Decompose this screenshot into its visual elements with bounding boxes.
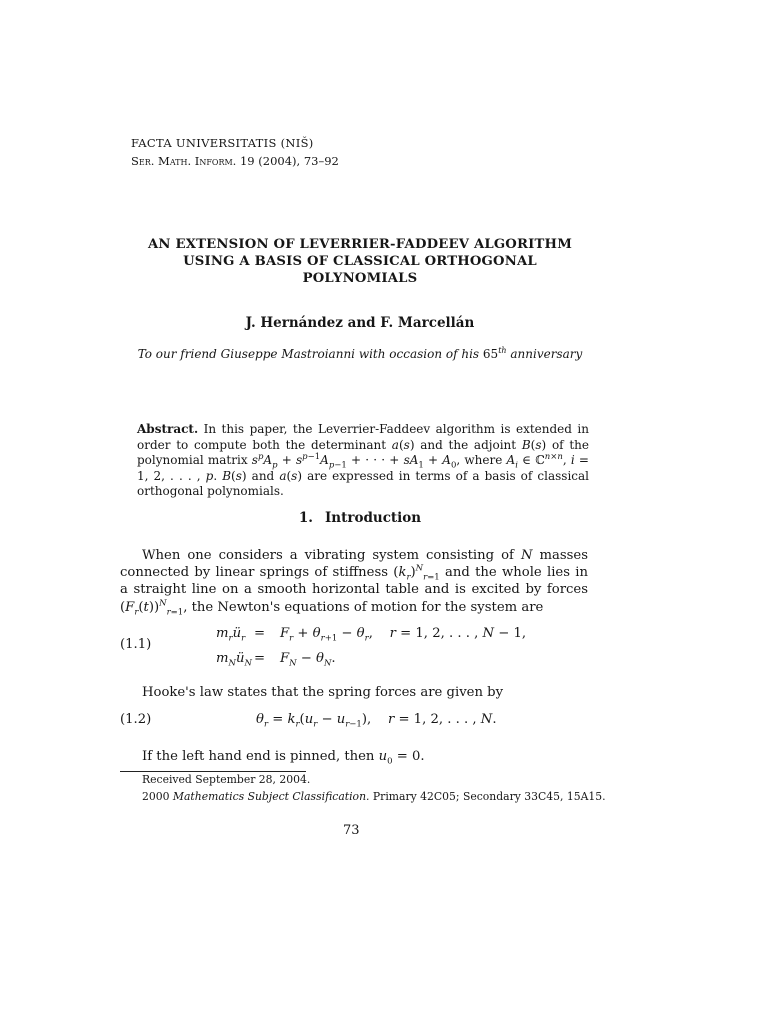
equation-1-1-line-1-eq: = — [254, 626, 266, 641]
p1-text-c: and the whole lies in a straight line on a smooth horizontal table and is excited by forces — [120, 565, 589, 598]
section-heading — [110, 510, 610, 526]
abstract-text-2: and the adjoint — [420, 437, 517, 452]
p1-text-d: , the Newton's equations of motion for the system are — [183, 599, 544, 615]
equation-label-1-1: (1.1) — [120, 637, 152, 652]
title-line-1: AN EXTENSION OF LEVERRIER-FADDEEV ALGORITHM — [148, 237, 572, 252]
journal-name: FACTA UNIVERSITATIS (NIŠ) — [131, 136, 314, 150]
series-volume: 19 (2004), 73–92 — [239, 154, 339, 168]
equation-1-1-line-1-lhs: $m_rü_r$ — [216, 626, 246, 644]
title-line-3: POLYNOMIALS — [302, 271, 418, 286]
series-abbrev: Ser. Math. Inform. — [131, 154, 237, 168]
equation-1-1-line-2-eq: = — [254, 651, 266, 666]
abstract: Abstract. In this paper, the Leverrier-Faddeev algorithm is extended in order to compute both the determinant a(s) and the adjoint B(s) of the polynomial matrix $s^pA_p + s^{p-1}A_{p-1}$ + · · · + $sA_1 + A_0$, where $A_i$ ∈ ℂ$^{n\times n}$, i = 1, 2, . . . , p. B(s) and a(s) are expressed in terms of a basis of classical orthogonal polynomials. — [137, 422, 590, 498]
dedication — [110, 347, 610, 361]
dedication-text: To our friend Giuseppe Mastroianni with occasion of his — [137, 347, 480, 361]
p1-text-a: When one considers a vibrating system consisting of — [142, 548, 514, 563]
dedication-sup: th — [498, 346, 507, 355]
series-info — [131, 156, 339, 168]
paragraph-1: When one considers a vibrating system consisting of N masses connected by linear springs of stiffness $(k_r)^N_{r=1}$ and the whole lies in a straight line on a smooth horizontal table and is excited by forces $(F_r(t))^N_{r=1}$, the Newton's equations of motion for the system are — [120, 548, 589, 618]
footnote-rule — [120, 771, 306, 772]
title-line-2: USING A BASIS OF CLASSICAL ORTHOGONAL — [183, 254, 537, 269]
p1-text-b: masses connected by linear springs of stiffness — [120, 548, 588, 581]
abstract-text-3: of the polynomial matrix — [137, 437, 589, 467]
abstract-text-4: where — [464, 453, 503, 467]
equation-label-1-2: (1.2) — [120, 712, 152, 727]
dedication-number: 65 — [482, 347, 499, 361]
section-number: 1. — [298, 510, 313, 526]
footnote-received: Received September 28, 2004. — [142, 773, 311, 786]
equation-1-1-line-2-rhs: $F_N - \theta_N$. — [280, 651, 336, 669]
abstract-text-5: are expressed in terms of a basis of classical orthogonal polynomials. — [137, 468, 590, 498]
msc-year: 2000 — [142, 790, 170, 803]
msc-label: Mathematics Subject Classification. — [172, 790, 370, 803]
equation-1-2: $\theta_r = k_r(u_r - u_{r-1})$, r = 1, 2, . . . , N. — [256, 712, 497, 730]
equation-1-1-line-1-rhs: $F_r + \theta_{r+1} - \theta_r$, r = 1, 2, . . . , N − 1, — [280, 626, 527, 644]
abstract-text-1: In this paper, the Leverrier-Faddeev algorithm is extended in order to compute both the determinant — [137, 422, 589, 452]
paper-title — [110, 236, 610, 287]
authors: J. Hernández and F. Marcellán — [245, 315, 475, 331]
paragraph-2: Hooke's law states that the spring forces are given by — [142, 685, 504, 700]
equation-1-1-line-2-lhs: $m_Nü_N$ — [216, 651, 252, 669]
msc-codes: Primary 42C05; Secondary 33C45, 15A15. — [372, 790, 606, 803]
page-number: 73 — [343, 823, 360, 838]
section-title: Introduction — [324, 510, 422, 526]
footnote-msc — [142, 792, 606, 803]
paragraph-3: If the left hand end is pinned, then $u_0 = 0$. — [142, 749, 425, 767]
dedication-tail: anniversary — [510, 347, 583, 361]
p3-text-a: If the left hand end is pinned, then — [142, 749, 375, 764]
abstract-label: Abstract. — [137, 422, 199, 436]
